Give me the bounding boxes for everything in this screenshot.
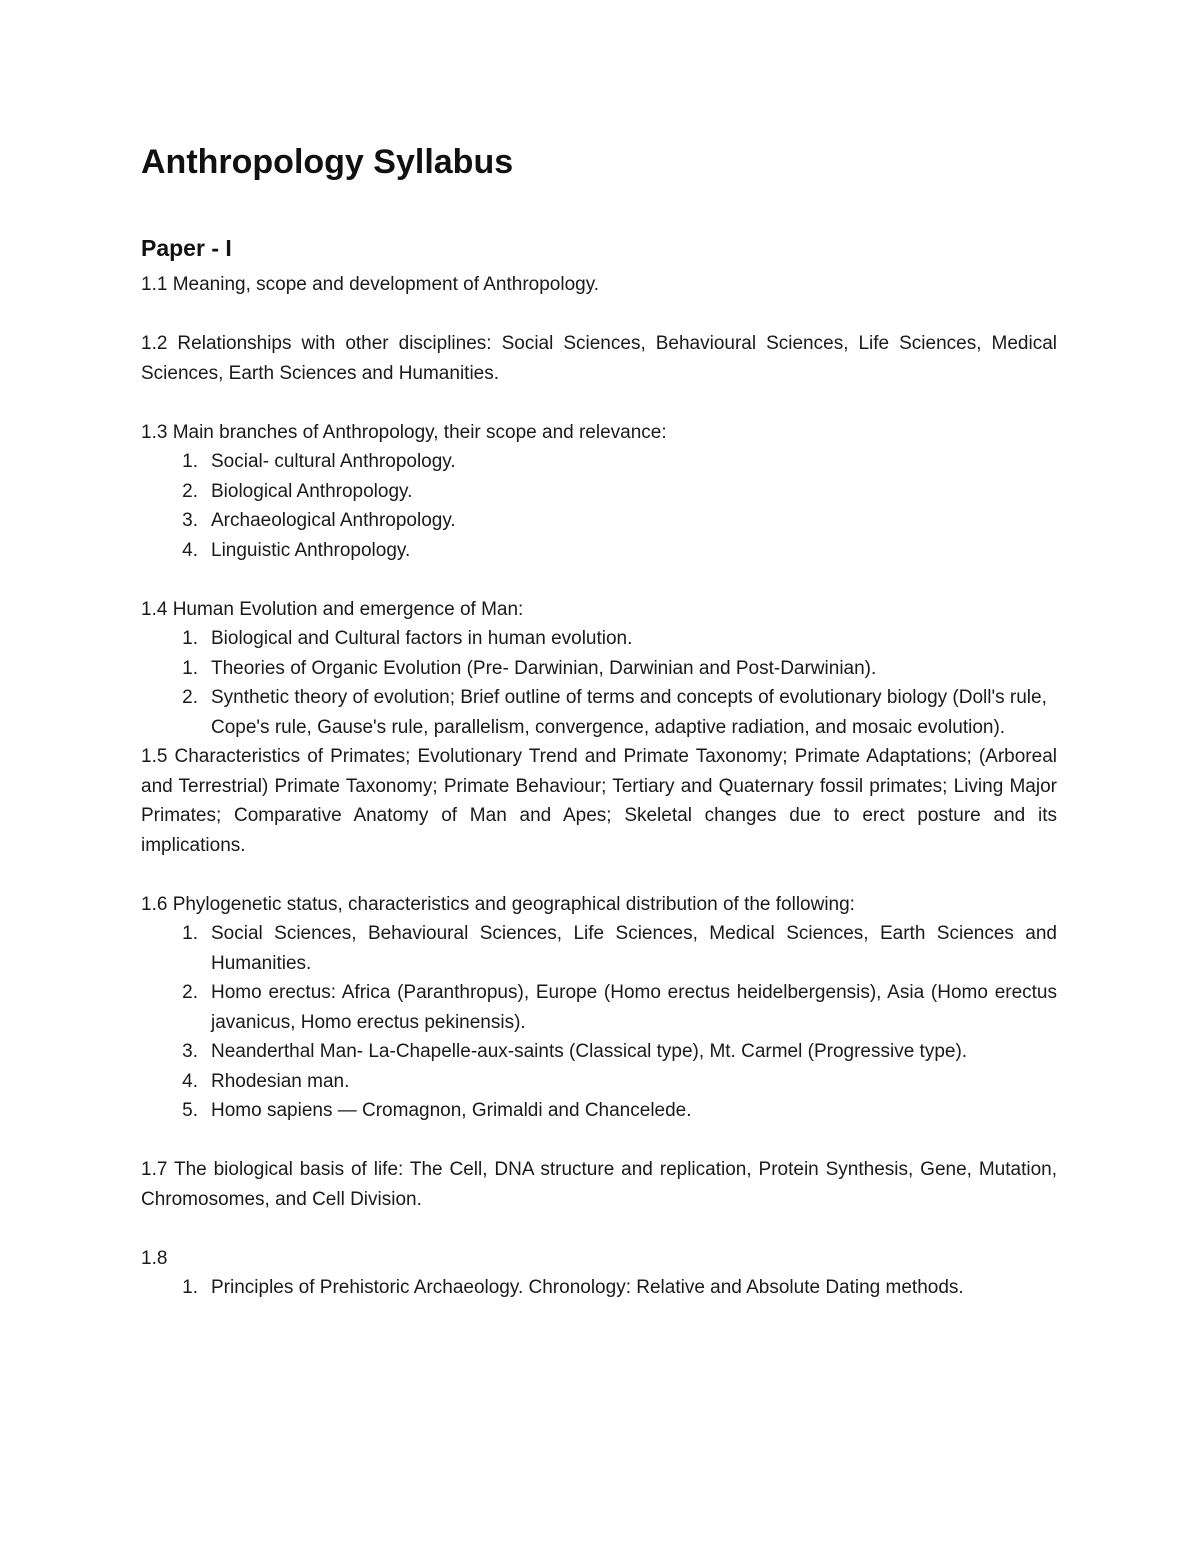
list-item-text: Social Sciences, Behavioural Sciences, Life Sciences, Medical Sciences, Earth Sciences and Humanities.	[211, 923, 1057, 974]
list-item-text: Rhodesian man.	[211, 1070, 350, 1092]
list-item-number: 2.	[182, 982, 198, 1003]
list-item	[141, 477, 1057, 507]
list-item	[141, 447, 1057, 477]
list-item	[141, 536, 1057, 566]
list-item-number: 1.	[182, 657, 198, 679]
list-item-text: Linguistic Anthropology.	[211, 539, 411, 561]
syllabus-section	[141, 890, 1057, 1126]
section-list	[141, 624, 1057, 742]
list-item	[141, 624, 1057, 654]
list-item-number: 5.	[182, 1100, 198, 1121]
syllabus-section	[141, 270, 1057, 300]
list-item	[141, 1096, 1057, 1126]
list-item-text: Social- cultural Anthropology.	[211, 451, 456, 472]
list-item-text: Archaeological Anthropology.	[211, 510, 456, 531]
section-text: 1.3 Main branches of Anthropology, their scope and relevance:	[141, 421, 667, 443]
list-item-number: 2.	[182, 480, 198, 502]
list-item	[141, 1037, 1057, 1067]
list-item-text: Homo erectus: Africa (Paranthropus), Europe (Homo erectus heidelbergensis), Asia (Homo erectus javanicus, Homo erectus pekinensis).	[211, 982, 1057, 1033]
list-item-number: 4.	[182, 1070, 198, 1092]
paper-heading: Paper - I	[141, 235, 232, 261]
section-text: 1.6 Phylogenetic status, characteristics and geographical distribution of the following:	[141, 893, 855, 915]
list-item	[141, 1067, 1057, 1097]
list-item	[141, 978, 1057, 1037]
list-item-text: Neanderthal Man- La-Chapelle-aux-saints (Classical type), Mt. Carmel (Progressive type).	[211, 1041, 968, 1062]
section-list	[141, 447, 1057, 565]
list-item-number: 2.	[182, 687, 198, 708]
syllabus-section	[141, 742, 1057, 860]
list-item-number: 1.	[182, 923, 198, 944]
list-item-text: Homo sapiens — Cromagnon, Grimaldi and Chancelede.	[211, 1100, 692, 1121]
list-item-number: 3.	[182, 1041, 198, 1062]
list-item-number: 3.	[182, 510, 198, 531]
document-title: Anthropology Syllabus	[141, 143, 514, 181]
list-item-number: 1.	[182, 451, 198, 472]
syllabus-section	[141, 1155, 1057, 1214]
list-item	[141, 506, 1057, 536]
list-item	[141, 1273, 1057, 1303]
list-item-text: Principles of Prehistoric Archaeology. Chronology: Relative and Absolute Dating methods.	[211, 1277, 964, 1298]
list-item	[141, 654, 1057, 684]
list-item-text: Biological and Cultural factors in human evolution.	[211, 628, 633, 649]
section-list	[141, 919, 1057, 1126]
syllabus-section	[141, 329, 1057, 388]
syllabus-section	[141, 595, 1057, 743]
list-item	[141, 683, 1057, 742]
section-text: 1.2 Relationships with other disciplines: Social Sciences, Behavioural Sciences, Life Sciences, Medical Sciences, Earth Sciences and Humanities.	[141, 333, 1057, 384]
syllabus-section	[141, 1244, 1057, 1303]
list-item-text: Theories of Organic Evolution (Pre- Darwinian, Darwinian and Post-Darwinian).	[211, 657, 877, 679]
list-item	[141, 919, 1057, 978]
section-list	[141, 1273, 1057, 1303]
list-item-text: Synthetic theory of evolution; Brief outline of terms and concepts of evolutionary biology (Doll's rule, Cope's rule, Gause's rule, parallelism, convergence, adaptive radiation, and mosaic evolution).	[211, 687, 1047, 738]
list-item-number: 4.	[182, 539, 198, 561]
section-text: 1.7 The biological basis of life: The Cell, DNA structure and replication, Protein Synthesis, Gene, Mutation, Chromosomes, and Cell Division.	[141, 1159, 1057, 1210]
syllabus-sections	[141, 270, 1057, 1303]
section-text: 1.4 Human Evolution and emergence of Man:	[141, 598, 524, 620]
section-text: 1.5 Characteristics of Primates; Evolutionary Trend and Primate Taxonomy; Primate Adaptations; (Arboreal and Terrestrial) Primate Taxonomy; Primate Behaviour; Tertiary and Quaternary fossil primates; Living Major Primates; Comparative Anatomy of Man and Apes; Skeletal changes due to erect posture and its implications.	[141, 746, 1057, 856]
list-item-number: 1.	[182, 1277, 198, 1298]
list-item-text: Biological Anthropology.	[211, 480, 413, 502]
list-item-number: 1.	[182, 628, 198, 649]
document-page	[141, 140, 1057, 1303]
syllabus-section	[141, 418, 1057, 566]
section-text: 1.1 Meaning, scope and development of Anthropology.	[141, 274, 600, 295]
section-text: 1.8	[141, 1247, 168, 1269]
